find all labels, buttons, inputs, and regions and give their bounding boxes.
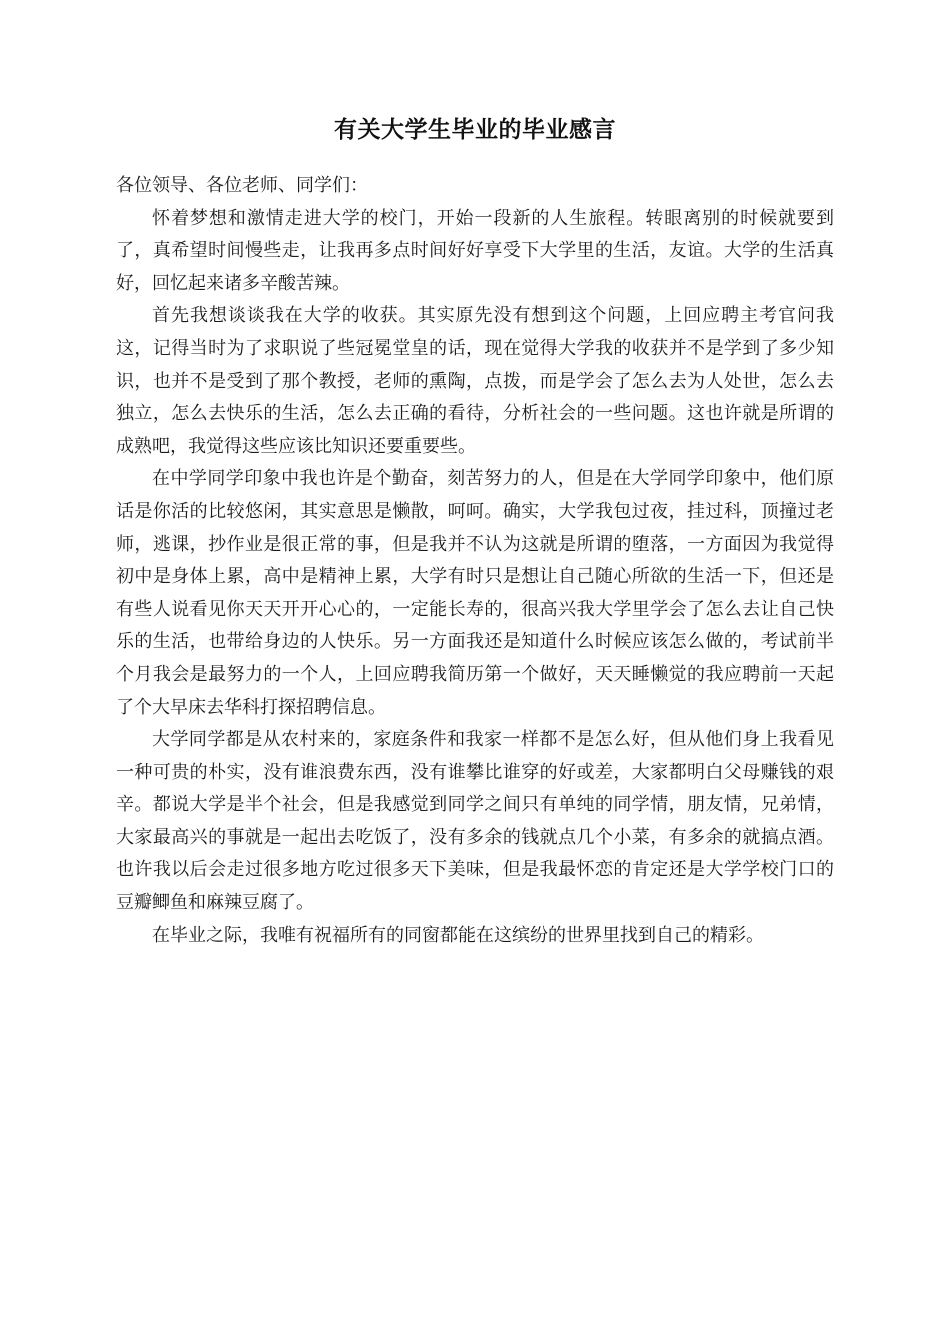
paragraph-3: 在中学同学印象中我也许是个勤奋，刻苦努力的人，但是在大学同学印象中，他们原话是你活的比较悠闲，其实意思是懒散，呵呵。确实，大学我包过夜，挂过科，顶撞过老师，逃课，抄作业是很正常的事，但是我并不认为这就是所谓的堕落，一方面因为我觉得初中是身体上累，高中是精神上累，大学有时只是想让自己随心所欲的生活一下，但还是有些人说看见你天天开开心心的，一定能长寿的，很高兴我大学里学会了怎么去让自己快乐的生活，也带给身边的人快乐。另一方面我还是知道什么时候应该怎么做的，考试前半个月我会是最努力的一个人，上回应聘我简历第一个做好，天天睡懒觉的我应聘前一天起了个大早床去华科打探招聘信息。 <box>116 468 834 718</box>
salutation: 各位领导、各位老师、同学们： <box>116 175 368 196</box>
paragraph-2: 首先我想谈谈我在大学的收获。其实原先没有想到这个问题，上回应聘主考官问我这，记得当时为了求职说了些冠冕堂皇的话，现在觉得大学我的收获并不是学到了多少知识，也并不是受到了那个教授，老师的熏陶，点拨，而是学会了怎么去为人处世，怎么去独立，怎么去快乐的生活，怎么去正确的看待，分析社会的一些问题。这也许就是所谓的成熟吧，我觉得这些应该比知识还要重要些。 <box>116 305 834 457</box>
paragraph-5: 在毕业之际，我唯有祝福所有的同窗都能在这缤纷的世界里找到自己的精彩。 <box>152 924 764 946</box>
paragraph-1: 怀着梦想和激情走进大学的校门，开始一段新的人生旅程。转眼离别的时候就要到了，真希望时间慢些走，让我再多点时间好好享受下大学里的生活，友谊。大学的生活真好，回忆起来诸多辛酸苦辣。 <box>116 207 834 294</box>
document-title: 有关大学生毕业的毕业感言 <box>334 117 616 143</box>
document-body <box>116 170 834 952</box>
paragraph-4: 大学同学都是从农村来的，家庭条件和我家一样都不是怎么好，但从他们身上我看见一种可贵的朴实，没有谁浪费东西，没有谁攀比谁穿的好或差，大家都明白父母赚钱的艰辛。都说大学是半个社会，但是我感觉到同学之间只有单纯的同学情，朋友情，兄弟情，大家最高兴的事就是一起出去吃饭了，没有多余的钱就点几个小菜，有多余的就搞点酒。也许我以后会走过很多地方吃过很多天下美味，但是我最怀恋的肯定还是大学学校门口的豆瓣鲫鱼和麻辣豆腐了。 <box>116 729 834 914</box>
